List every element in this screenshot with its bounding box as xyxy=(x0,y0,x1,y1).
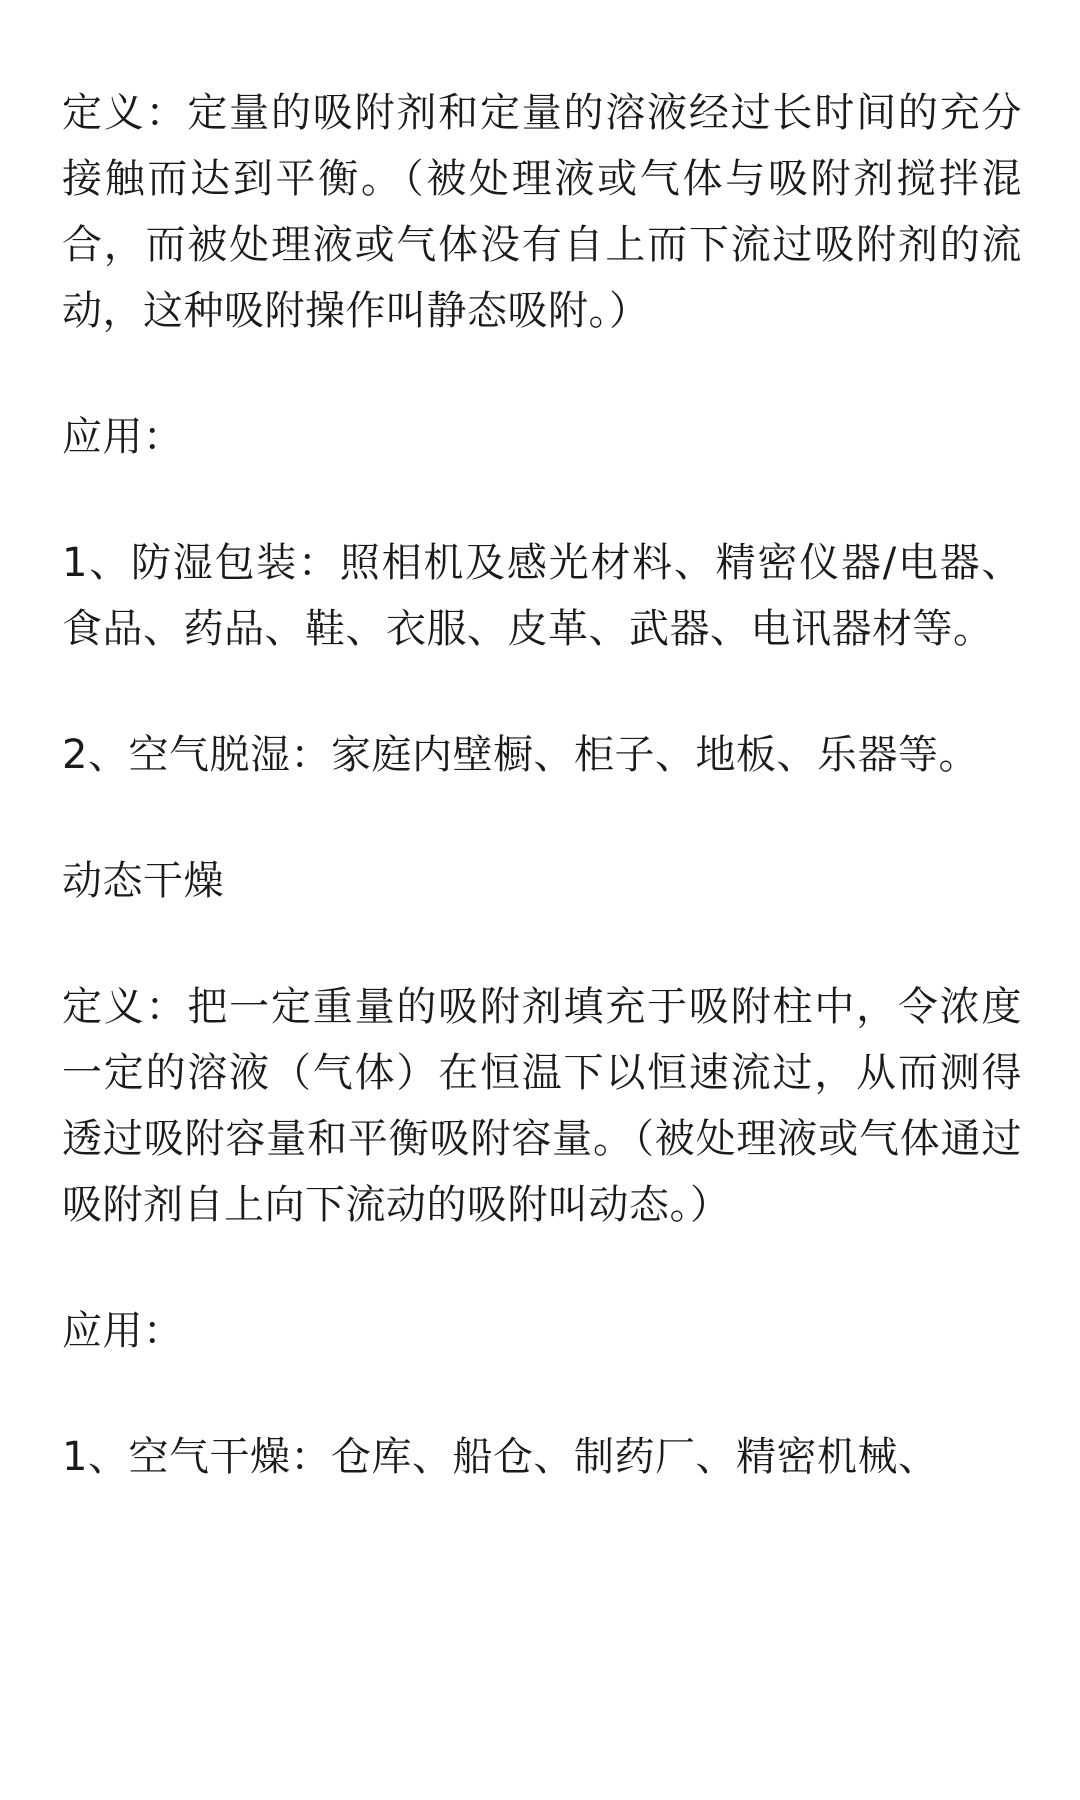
static-definition-paragraph: 定义：定量的吸附剂和定量的溶液经过长时间的充分接触而达到平衡。（被处理液或气体与吸附剂搅拌混合，而被处理液或气体没有自上而下流过吸附剂的流动，这种吸附操作叫静态吸附。） xyxy=(62,90,1022,334)
dynamic-application-heading: 应用： xyxy=(62,1308,184,1354)
static-application-item-2: 2、空气脱湿：家庭内壁橱、柜子、地板、乐器等。 xyxy=(62,732,979,778)
static-application-item-1: 1、防湿包装：照相机及感光材料、精密仪器/电器、食品、药品、鞋、衣服、皮革、武器、电讯器材等。 xyxy=(62,540,1022,652)
dynamic-drying-heading: 动态干燥 xyxy=(62,858,224,904)
dynamic-definition-paragraph: 定义：把一定重量的吸附剂填充于吸附柱中，令浓度一定的溶液（气体）在恒温下以恒速流过，从而测得透过吸附容量和平衡吸附容量。（被处理液或气体通过吸附剂自上向下流动的吸附叫动态。） xyxy=(62,984,1022,1228)
article-body xyxy=(62,80,1022,1550)
dynamic-application-item-1: 1、空气干燥：仓库、船仓、制药厂、精密机械、 xyxy=(62,1434,939,1480)
static-application-heading: 应用： xyxy=(62,414,184,460)
